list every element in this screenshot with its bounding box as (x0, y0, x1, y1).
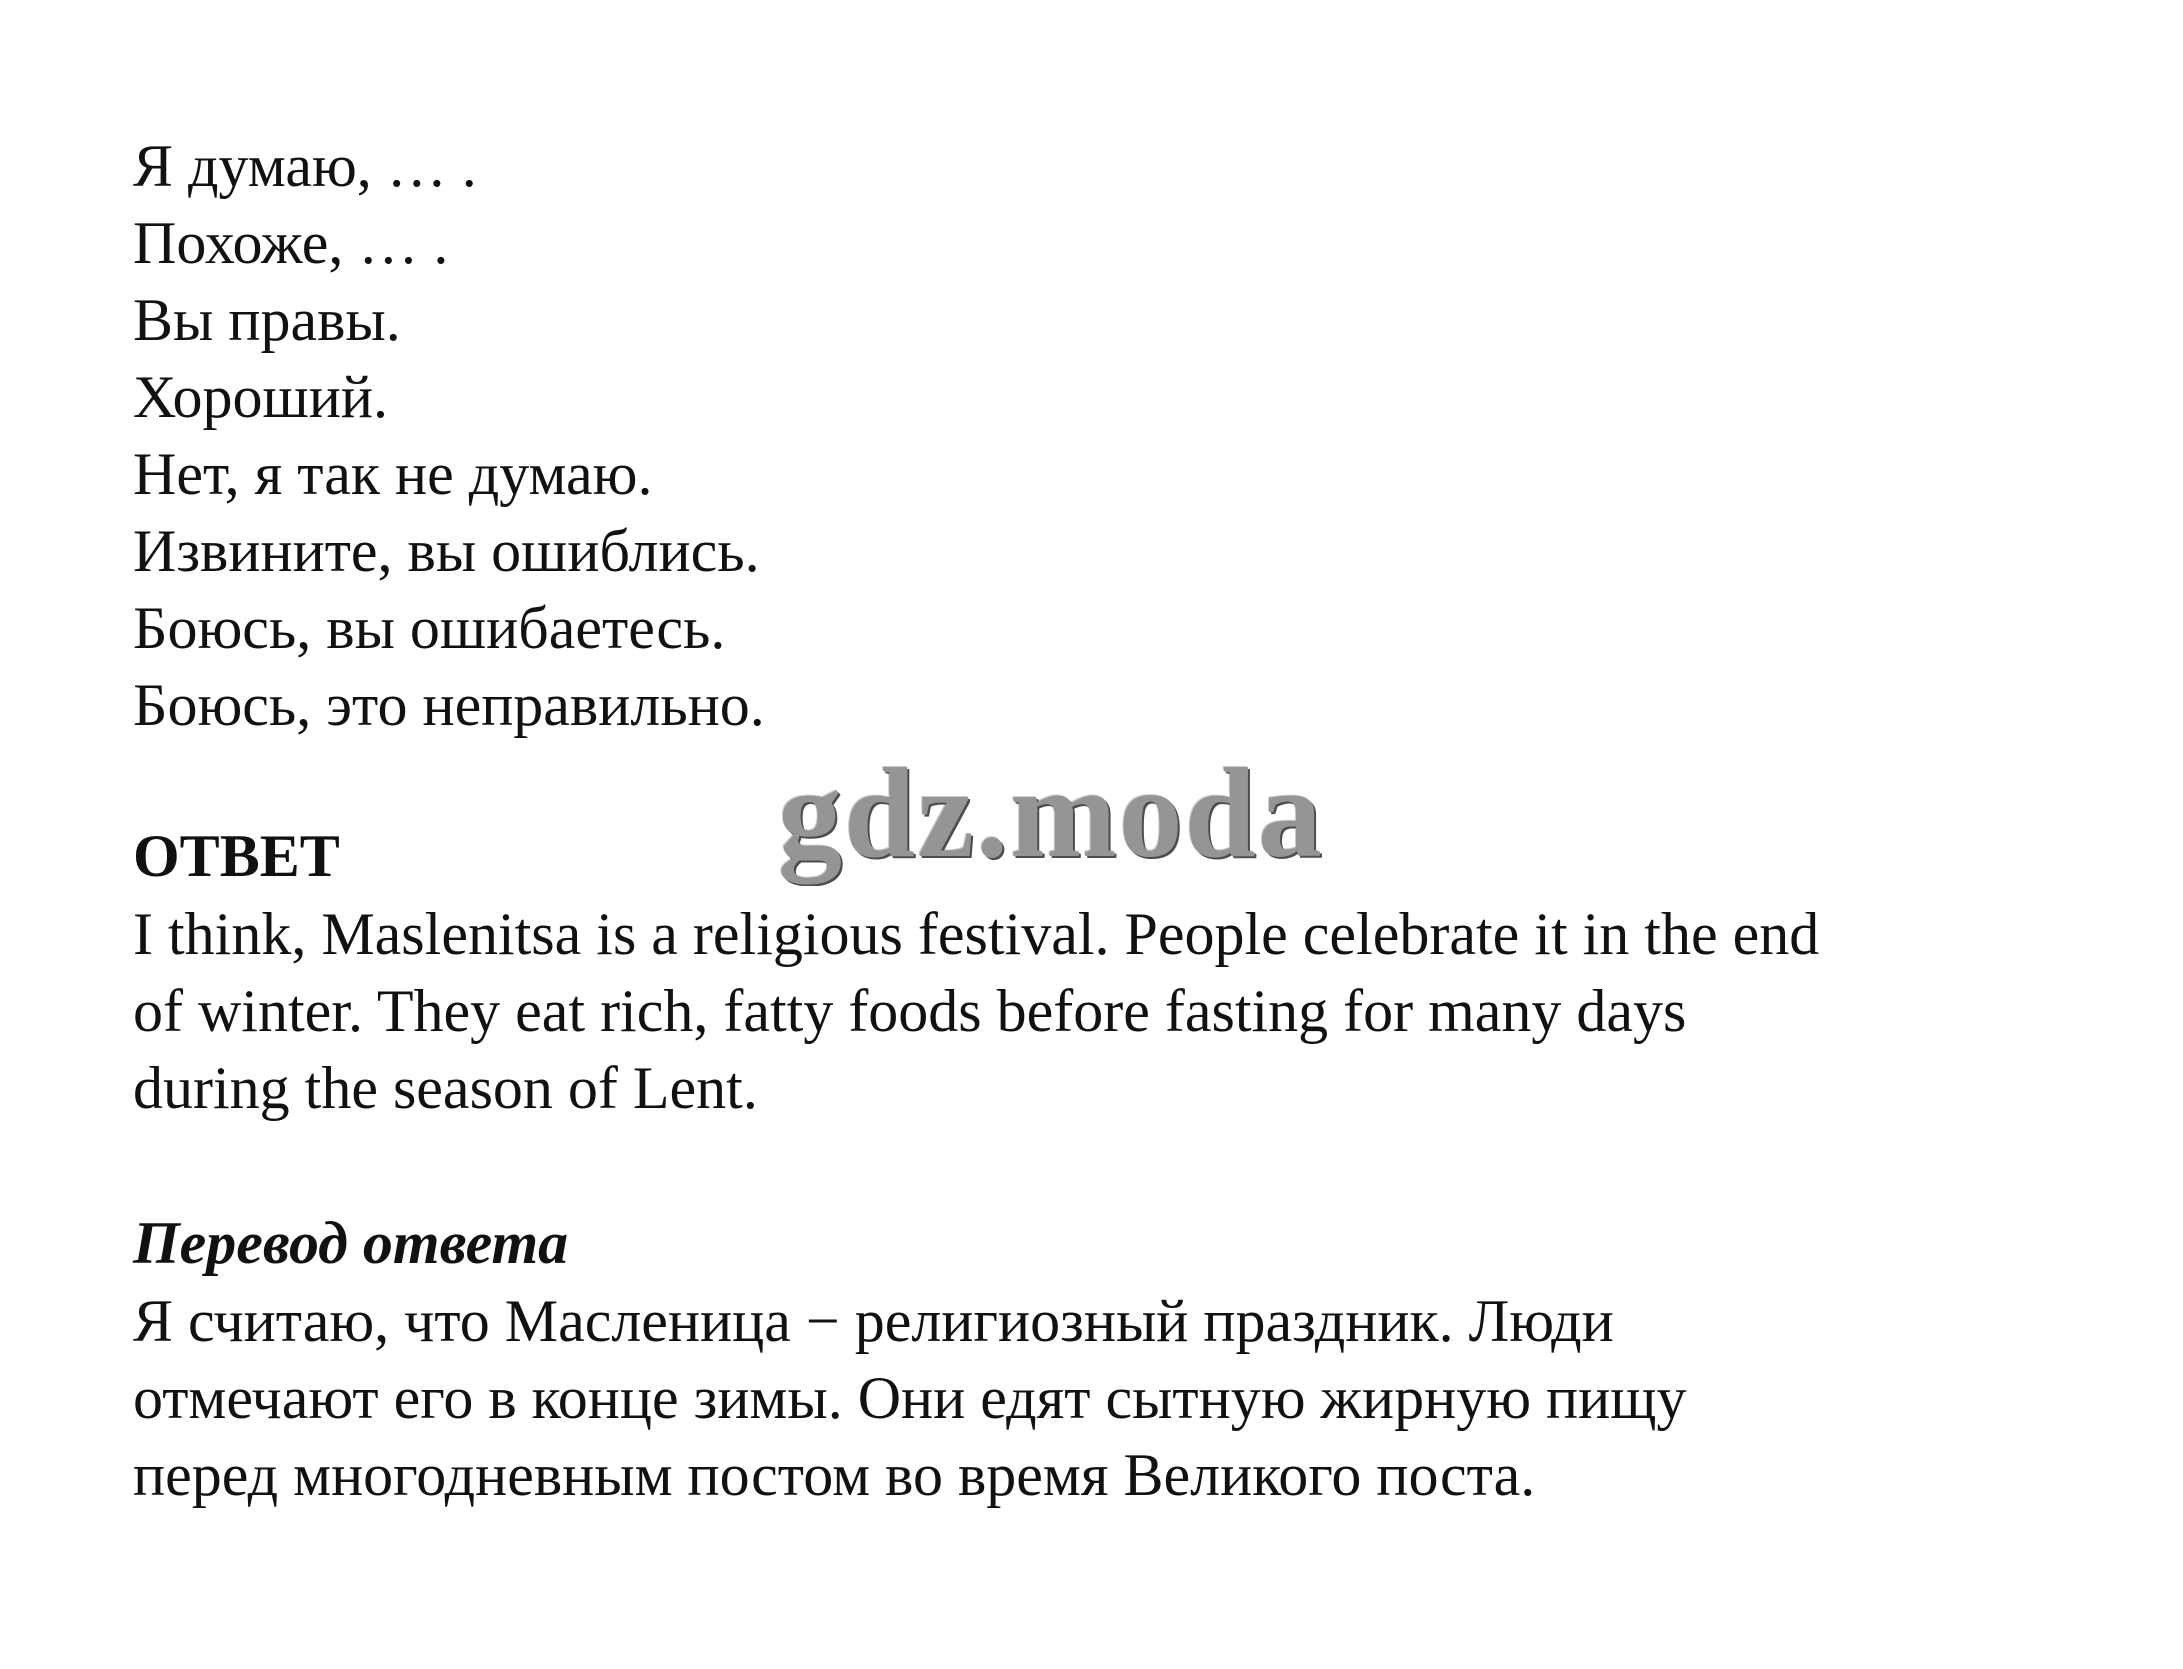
phrase-item: Боюсь, вы ошибаетесь. (133, 595, 726, 661)
watermark: gdz.moda (778, 742, 1324, 884)
answer-line: of winter. They eat rich, fatty foods before fasting for many days (133, 978, 1687, 1044)
translation-line: перед многодневным постом во время Великого поста. (133, 1442, 1536, 1508)
phrase-item: Вы правы. (133, 287, 401, 353)
translation-text (133, 1283, 2033, 1514)
phrase-item: Боюсь, это неправильно. (133, 672, 765, 738)
phrase-list (133, 128, 2033, 744)
phrase-item: Похоже, … . (133, 210, 449, 276)
answer-heading: ОТВЕТ (133, 823, 340, 889)
phrase-item: Нет, я так не думаю. (133, 441, 653, 507)
phrase-item: Извините, вы ошиблись. (133, 518, 760, 584)
phrase-item: Я думаю, … . (133, 133, 477, 199)
translation-heading: Перевод ответа (133, 1210, 569, 1276)
phrase-item: Хороший. (133, 364, 388, 430)
translation-line: Я считаю, что Масленица − религиозный праздник. Люди (133, 1288, 1614, 1354)
answer-line: I think, Maslenitsa is a religious festival. People celebrate it in the end (133, 901, 1820, 967)
answer-text (133, 896, 2093, 1127)
answer-line: during the season of Lent. (133, 1055, 758, 1121)
translation-line: отмечают его в конце зимы. Они едят сытную жирную пищу (133, 1365, 1687, 1431)
